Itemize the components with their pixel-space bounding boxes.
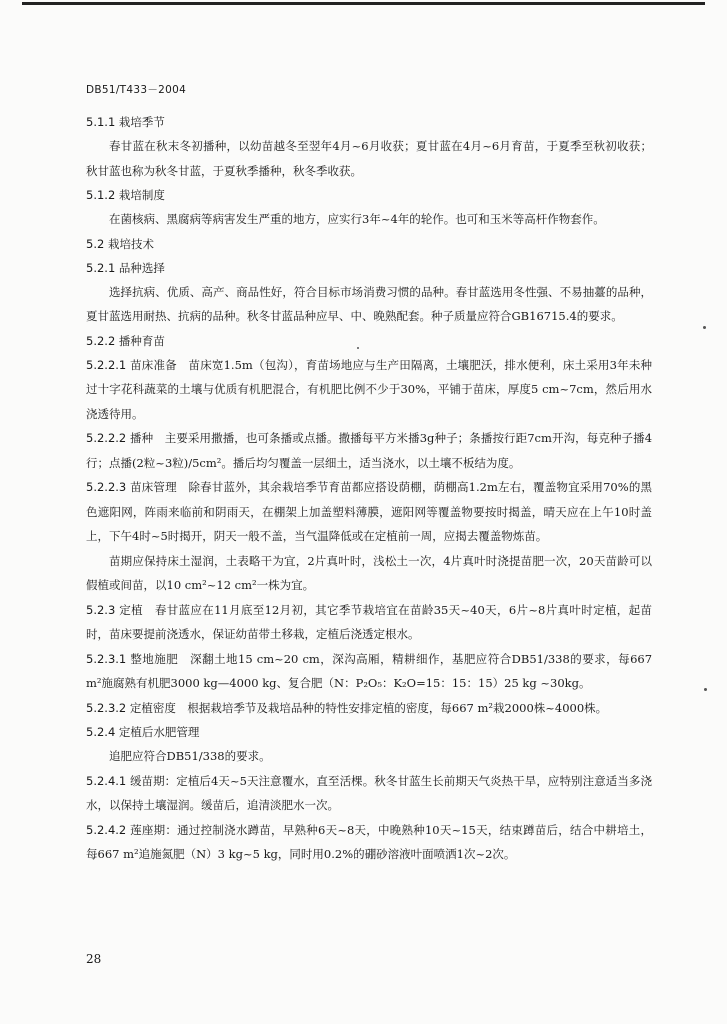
subsection-paragraph [86, 353, 652, 427]
document-body [86, 110, 652, 867]
section-heading: 5.2.4 定植后水肥管理 [86, 725, 200, 739]
scan-speck [357, 347, 359, 349]
subsection-paragraph [86, 769, 652, 818]
subsection-heading: 5.2.3 定植 [86, 602, 143, 617]
section-heading: 5.2.1 品种选择 [86, 260, 165, 275]
subsection-heading: 5.2.3.2 定植密度 [86, 700, 176, 715]
subsection-heading: 5.2.2.1 苗床准备 [86, 357, 177, 372]
paragraph-text: 苗床宽1.5m（包沟），育苗场地应与生产田隔离，土壤肥沃，排水便利，床土采用3年未种过十字花科蔬菜的土壤与优质有机肥混合，有机肥比例不少于30%，平铺于苗床，厚度5 cm~7cm，然后用水浇透待用。 [86, 357, 653, 421]
subsection-paragraph [86, 696, 652, 721]
header-rule [22, 2, 705, 5]
standard-code: DB51/T433－2004 [86, 84, 187, 96]
paragraph-text: 通过控制浇水蹲苗，早熟种6天~8天，中晚熟种10天~15天，结束蹲苗后，结合中耕培土，每667 m²追施氮肥（N）3 kg~5 kg，同时用0.2%的硼砂溶液叶面喷洒1次~2次。 [86, 822, 653, 861]
section-heading: 5.1.2 栽培制度 [86, 188, 165, 202]
subsection-heading: 5.2.4.2 莲座期： [86, 822, 178, 837]
subsection-heading: 5.2.3.1 整地施肥 [86, 651, 179, 666]
paragraph-text: 主要采用撒播，也可条播或点播。撒播每平方米播3g种子；条播按行距7cm开沟，每克种子播4行；点播(2粒~3粒)/5cm²。播后均匀覆盖一层细土，适当浇水，以土壤不板结为度。 [86, 431, 653, 470]
paragraph: 选择抗病、优质、高产、商品性好，符合目标市场消费习惯的品种。春甘蓝选用冬性强、不易抽薹的品种，夏甘蓝选用耐热、抗病的品种。秋冬甘蓝品种应早、中、晚熟配套。种子质量应符合GB16715.4的要求。 [86, 284, 652, 323]
page-number: 28 [86, 952, 102, 966]
subsection-paragraph [86, 598, 652, 647]
subsection-heading: 5.2.4.1 缓苗期： [86, 773, 177, 788]
paragraph-text: 春甘蓝应在11月底至12月初，其它季节栽培宜在苗龄35天~40天，6片~8片真叶时定植，起苗时，苗床要提前浇透水，保证幼苗带土移栽，定植后浇透定根水。 [86, 602, 653, 641]
paragraph: 春甘蓝在秋末冬初播种，以幼苗越冬至翌年4月~6月收获；夏甘蓝在4月~6月育苗，于夏季至秋初收获；秋甘蓝也称为秋冬甘蓝，于夏秋季播种，秋冬季收获。 [86, 139, 652, 178]
paragraph-text: 根据栽培季节及栽培品种的特性安排定植的密度，每667 m²栽2000株~4000株。 [187, 700, 608, 715]
subsection-heading: 5.2.2.3 苗床管理 [86, 480, 177, 494]
subsection-paragraph [86, 647, 652, 696]
paragraph-text: 定植后4天~5天注意覆水，直至活棵。秋冬甘蓝生长前期天气炎热干旱，应特别注意适当多浇水，以保持土壤湿润。缓苗后，追清淡肥水一次。 [86, 773, 653, 812]
subsection-heading: 5.2.2.2 播种 [86, 431, 154, 445]
subsection-paragraph [86, 426, 652, 475]
paragraph: 苗期应保持床土湿润，土表略干为宜，2片真叶时，浅松土一次，4片真叶时浇提苗肥一次，20天苗龄可以假植或间苗，以10 cm²~12 cm²一株为宜。 [86, 553, 652, 592]
paragraph: 在菌核病、黑腐病等病害发生严重的地方，应实行3年~4年的轮作。也可和玉米等高杆作物套作。 [109, 212, 605, 226]
section-heading: 5.1.1 栽培季节 [86, 115, 165, 129]
scan-speck [704, 688, 707, 691]
section-heading: 5.2.2 播种育苗 [86, 333, 165, 348]
subsection-paragraph [86, 475, 652, 549]
subsection-paragraph [86, 818, 652, 867]
scan-speck [703, 326, 706, 329]
paragraph-text: 除春甘蓝外，其余栽培季节育苗都应搭设荫棚，荫棚高1.2m左右，覆盖物宜采用70%的黑色遮阳网，阵雨来临前和阴雨天，在棚架上加盖塑料薄膜，遮阳网等覆盖物要按时揭盖，晴天应在上午10时盖上，下午4时~5时揭开，阴天一般不盖，当气温降低或在定植前一周，应揭去覆盖物炼苗。 [86, 480, 653, 543]
section-heading: 5.2 栽培技术 [86, 236, 154, 251]
paragraph: 追肥应符合DB51/338的要求。 [109, 749, 271, 763]
paragraph-text: 深翻土地15 cm~20 cm，深沟高厢，精耕细作，基肥应符合DB51/338的要求，每667 m²施腐熟有机肥3000 kg—4000 kg、复合肥（N：P₂O₅：K₂O=15：15：15）25 kg ~30kg。 [86, 651, 653, 690]
